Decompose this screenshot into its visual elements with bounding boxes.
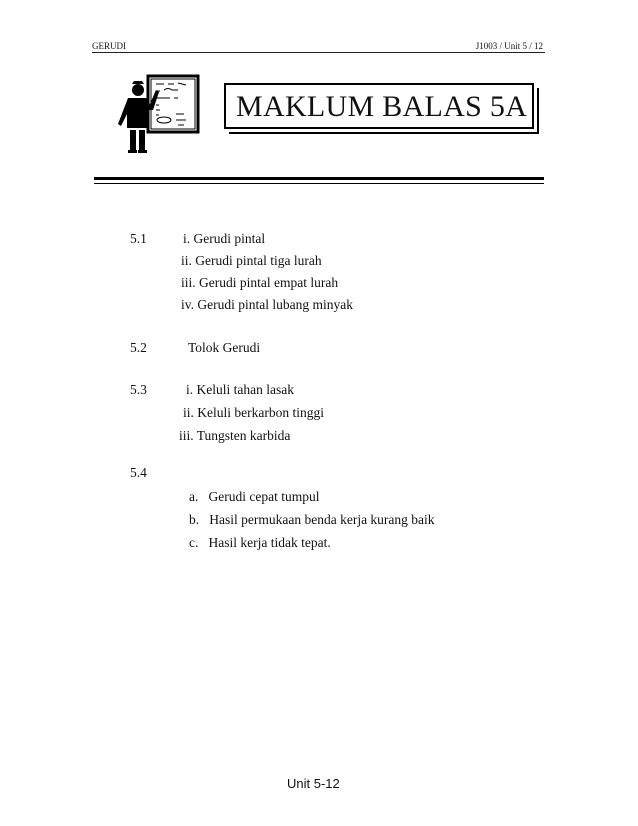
header-rule — [92, 52, 545, 53]
header-left: GERUDI — [92, 41, 126, 51]
answer-item: iii. Tungsten karbida — [179, 428, 291, 443]
header-right: J1003 / Unit 5 / 12 — [475, 41, 543, 51]
section-number: 5.2 — [130, 340, 147, 355]
divider-thin — [94, 183, 544, 184]
teacher-at-board-icon — [116, 74, 202, 156]
divider-thick — [94, 177, 544, 180]
answer-item: ii. Gerudi pintal tiga lurah — [181, 253, 322, 268]
answer-item: i. Keluli tahan lasak — [186, 382, 294, 397]
section-number: 5.1 — [130, 231, 147, 246]
answer-item: iv. Gerudi pintal lubang minyak — [181, 297, 353, 312]
answer-item: iii. Gerudi pintal empat lurah — [181, 275, 339, 290]
answer-item: Tolok Gerudi — [188, 340, 261, 355]
answer-item: a. Gerudi cepat tumpul — [189, 489, 320, 504]
section-number: 5.3 — [130, 382, 147, 397]
answer-item: ii. Keluli berkarbon tinggi — [183, 405, 324, 420]
answer-item: b. Hasil permukaan benda kerja kurang baik — [189, 512, 435, 527]
page-footer: Unit 5-12 — [287, 776, 340, 791]
page-title: MAKLUM BALAS 5A — [224, 83, 534, 129]
answer-item: c. Hasil kerja tidak tepat. — [189, 535, 331, 550]
answer-item: i. Gerudi pintal — [183, 231, 266, 246]
section-number: 5.4 — [130, 465, 147, 480]
